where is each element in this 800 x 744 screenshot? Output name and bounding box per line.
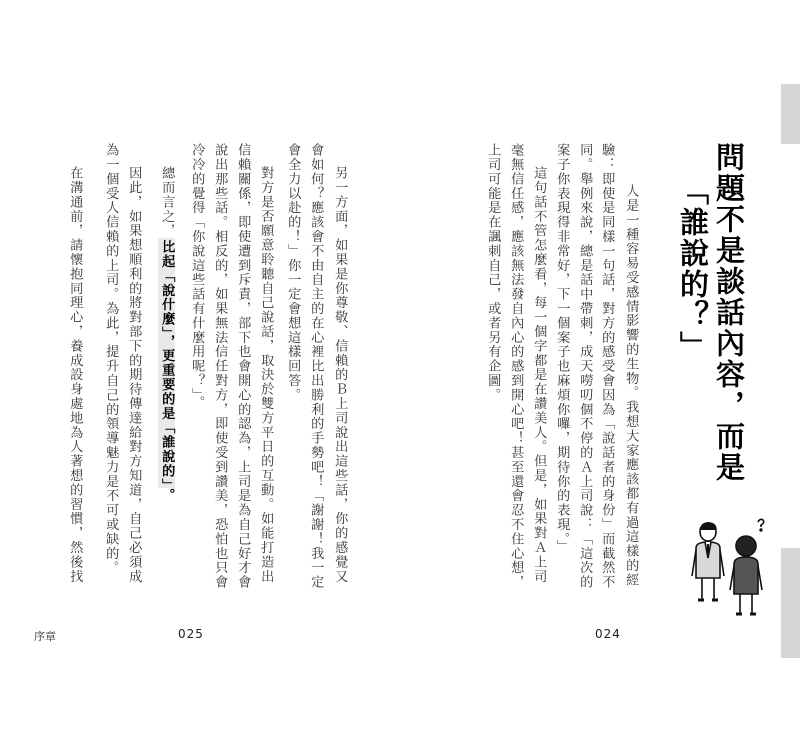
right-page-column: 同。舉例來說，總是話中帶刺，成天嘮叨個不停的Ａ上司說：「這次的 <box>577 143 593 590</box>
chapter-tab-top <box>781 84 800 144</box>
left-page-column: 會如何？應該會不由自主的在心裡比出勝利的手勢吧！「謝謝！我一定 <box>308 143 324 590</box>
left-page-column: 為一個受人信賴的上司。為此，提升自己的領導魅力是不可或缺的。 <box>103 143 119 575</box>
right-page-column: 這句話不管怎麼看，每一個字都是在讚美人。但是，如果對Ａ上司 <box>531 166 547 584</box>
chapter-title-line1: 問題不是談話內容，而是 <box>712 142 746 483</box>
left-page-column: 對方是否願意聆聽自己說話，取決於雙方平日的互動。如能打造出 <box>258 166 274 584</box>
page-number-left: 025 <box>178 627 204 641</box>
key-point-column <box>160 166 173 502</box>
key-point-end: 。 <box>159 488 175 503</box>
left-page-column: 信賴關係，即使遭到斥責，部下也會開心的認為，上司是為自己好才會 <box>235 143 251 590</box>
person-listening-icon <box>730 519 764 614</box>
left-page-column: 說出那些話。相反的，如果無法信任對方，即使受到讚美，恐怕也只會 <box>212 143 228 590</box>
chapter-title-line2: 「誰說的？」 <box>676 176 710 362</box>
page-number-right: 024 <box>595 627 621 641</box>
two-people-illustration <box>688 518 772 618</box>
right-page-column: 驗：即使是同樣一句話，對方的感受會因為「說話者的身份」而截然不 <box>599 143 615 590</box>
left-page-column: 另一方面，如果是你尊敬、信賴的Ｂ上司說出這些話，你的感覺又 <box>332 166 348 584</box>
chapter-tab-bottom <box>781 548 800 658</box>
right-page-column: 案子你表現得非常好，下一個案子也麻煩你囉，期待你的表現。」 <box>554 143 570 554</box>
key-point-highlight: 比起「說什麼」，更重要的是「誰說的」 <box>159 240 175 486</box>
right-page-column: 毫無信任感，應該無法發自內心的感到開心吧！甚至還會忍不住心想， <box>508 143 524 590</box>
right-page-column: 人是一種容易受感情影響的生物。我想大家應該都有過這樣的經 <box>623 184 639 588</box>
left-page-column: 在溝通前，請懷抱同理心，養成設身處地為人著想的習慣，然後找 <box>67 166 83 584</box>
person-speaking-icon <box>692 523 724 600</box>
left-page-column: 因此，如果想順利的將對部下的期待傳達給對方知道，自己必須成 <box>126 166 142 584</box>
section-label: 序章 <box>34 630 56 643</box>
left-page-column: 冷冷的覺得「你說這些話有什麼用呢？」。 <box>189 143 205 410</box>
right-page-column: 上司可能是在諷刺自己，或者另有企圖。 <box>485 143 501 403</box>
left-page-column: 會全力以赴的！」你一定會想這樣回答。 <box>285 143 301 403</box>
key-point-lead: 總而言之， <box>159 166 175 238</box>
